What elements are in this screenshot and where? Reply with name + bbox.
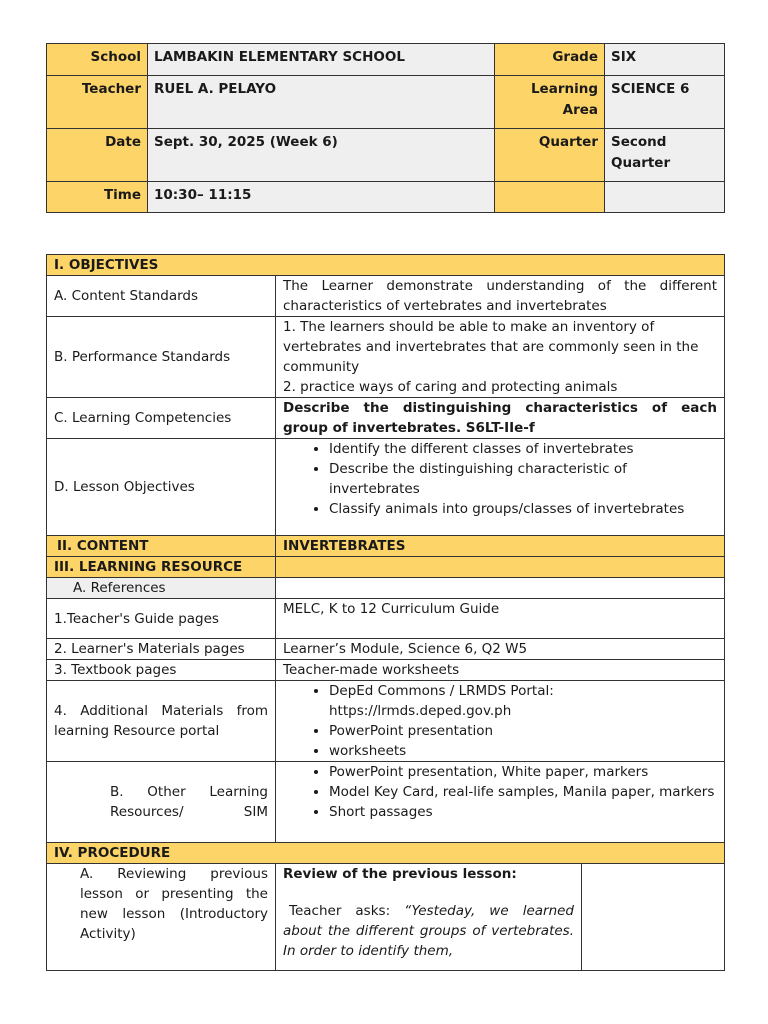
empty-cell [276, 557, 725, 578]
teacher-value: RUEL A. PELAYO [148, 76, 495, 129]
objectives-heading: I. OBJECTIVES [47, 255, 725, 276]
lesson-objective: • Classify animals into groups/classes of invertebrates [329, 499, 717, 519]
grade-label: Grade [495, 44, 605, 76]
lesson-objectives-list [276, 439, 725, 536]
textbook-label: 3. Textbook pages [47, 660, 276, 681]
empty-cell [495, 182, 605, 213]
additional-material: • worksheets [329, 741, 717, 761]
lesson-objective: • Identify the different classes of invertebrates [329, 439, 717, 459]
performance-standards-value [276, 317, 725, 398]
date-value: Sept. 30, 2025 (Week 6) [148, 129, 495, 182]
header-table [46, 43, 725, 213]
learning-competencies-label: C. Learning Competencies [47, 398, 276, 439]
step-a-label [47, 864, 276, 971]
empty-cell [582, 864, 725, 971]
review-quote: “Yesteday, we learned about the different groups of vertebrates. In order to identify them, [283, 903, 574, 959]
content-standards-label: A. Content Standards [47, 276, 276, 317]
review-cell [276, 864, 582, 971]
teacher-label: Teacher [47, 76, 148, 129]
lesson-plan-table [46, 254, 725, 971]
school-value: LAMBAKIN ELEMENTARY SCHOOL [148, 44, 495, 76]
performance-standard-2: 2. practice ways of caring and protecting animals [283, 379, 618, 395]
quarter-label: Quarter [495, 129, 605, 182]
lesson-objectives-label: D. Lesson Objectives [47, 439, 276, 536]
content-heading: II. CONTENT [47, 536, 276, 557]
learning-competencies-value: Describe the distinguishing characteristics of each group of invertebrates. S6LT-IIe-f [276, 398, 725, 439]
learning-area-label: Learning Area [495, 76, 605, 129]
grade-value: SIX [605, 44, 725, 76]
time-label: Time [47, 182, 148, 213]
teachers-guide-label: 1.Teacher's Guide pages [47, 599, 276, 639]
review-text [283, 901, 574, 961]
learning-area-value: SCIENCE 6 [605, 76, 725, 129]
teachers-guide-value: MELC, K to 12 Curriculum Guide [276, 599, 725, 639]
other-resource: • Short passages [329, 802, 717, 822]
other-resource: • Model Key Card, real-life samples, Manila paper, markers [329, 782, 717, 802]
other-resources-label-text: B. Other Learning Resources/ SIM [110, 784, 268, 820]
review-title: Review of the previous lesson: [283, 866, 517, 882]
other-resources-list [276, 762, 725, 843]
date-label: Date [47, 129, 148, 182]
additional-material: • PowerPoint presentation [329, 721, 717, 741]
step-a-label-text: A. Reviewing previous lesson or presenting the new lesson (Introductory Activity) [80, 866, 268, 942]
time-value: 10:30– 11:15 [148, 182, 495, 213]
lesson-objective: • Describe the distinguishing characteristic of invertebrates [329, 459, 717, 499]
procedure-heading: IV. PROCEDURE [47, 843, 725, 864]
additional-materials-list [276, 681, 725, 762]
textbook-value: Teacher-made worksheets [276, 660, 725, 681]
empty-cell [605, 182, 725, 213]
review-prefix: Teacher asks: [289, 903, 405, 919]
performance-standard-1: 1. The learners should be able to make an inventory of vertebrates and invertebrates that are commonly seen in the community [283, 319, 699, 375]
other-resources-label [47, 762, 276, 843]
other-resource: • PowerPoint presentation, White paper, markers [329, 762, 717, 782]
content-value: INVERTEBRATES [276, 536, 725, 557]
empty-cell [276, 578, 725, 599]
references-label: A. References [47, 578, 276, 599]
learners-materials-value: Learner’s Module, Science 6, Q2 W5 [276, 639, 725, 660]
content-standards-value: The Learner demonstrate understanding of the different characteristics of vertebrates and invertebrates [276, 276, 725, 317]
learners-materials-label: 2. Learner's Materials pages [47, 639, 276, 660]
quarter-value: Second Quarter [605, 129, 725, 182]
additional-material: • DepEd Commons / LRMDS Portal: https://lrmds.deped.gov.ph [329, 681, 717, 721]
school-label: School [47, 44, 148, 76]
performance-standards-label: B. Performance Standards [47, 317, 276, 398]
learning-resource-heading: III. LEARNING RESOURCE [47, 557, 276, 578]
additional-materials-label: 4. Additional Materials from learning Resource portal [47, 681, 276, 762]
